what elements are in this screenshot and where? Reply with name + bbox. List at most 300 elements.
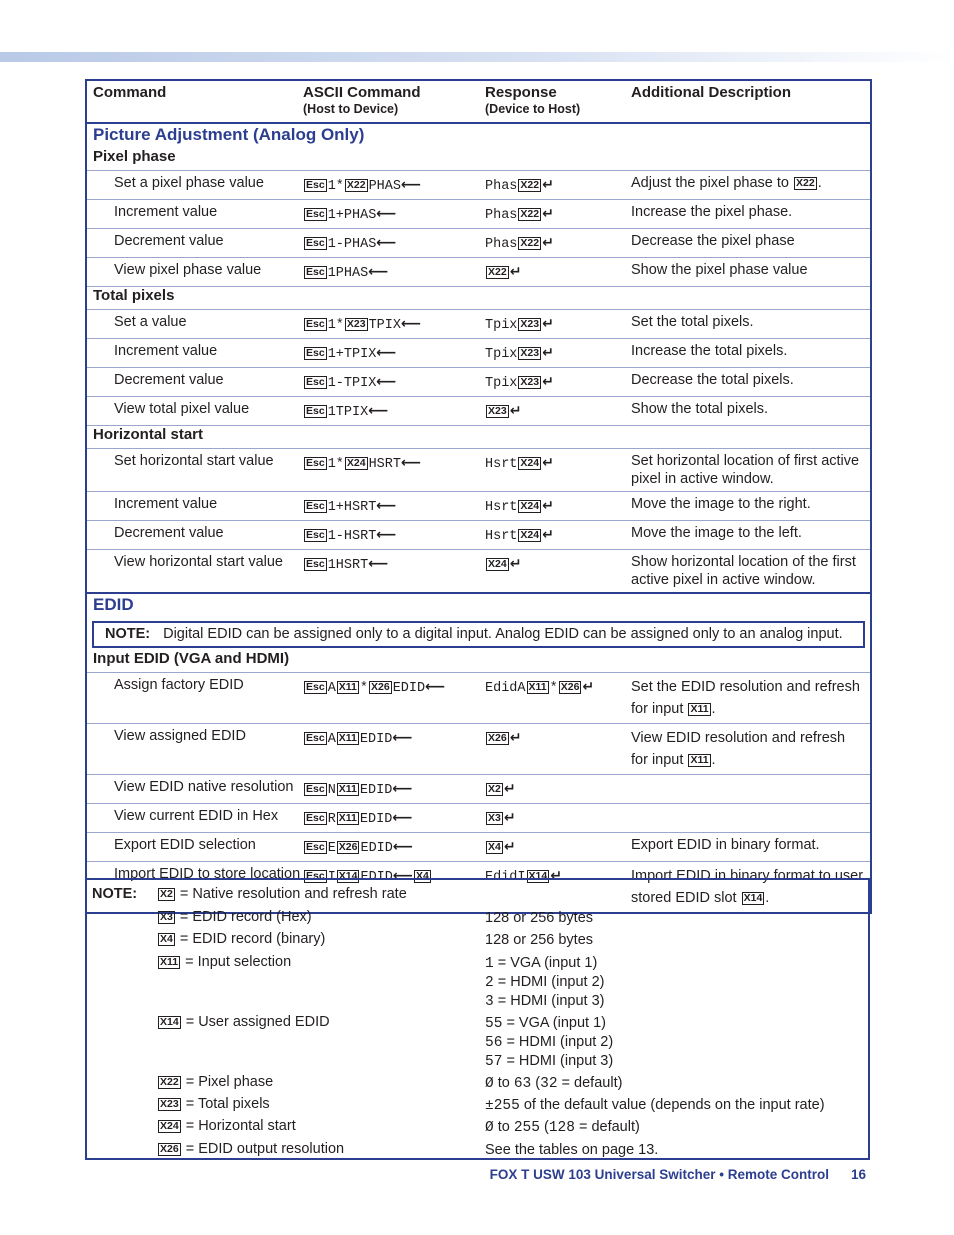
response-token: Tpix: [485, 347, 518, 362]
row-description: Show the pixel phase value: [631, 258, 871, 287]
return-icon: ↵: [542, 235, 554, 251]
ascii-token: 1*: [327, 318, 344, 333]
ascii-token: R: [327, 812, 336, 827]
desc-text: Set the EDID resolution and refresh for input: [631, 679, 860, 717]
left-arrow-icon: ⟵: [376, 374, 397, 390]
legend-num: 128: [548, 1120, 575, 1136]
var-x24: X24: [520, 457, 540, 469]
legend-line: (: [539, 1119, 549, 1135]
ascii-token: EDID: [359, 812, 393, 827]
legend-line: to: [493, 1075, 514, 1091]
left-arrow-icon: ⟵: [368, 264, 389, 280]
row-command: Export EDID selection: [86, 833, 303, 862]
ascii-token: *: [359, 681, 369, 696]
ascii-token: TPIX: [335, 405, 369, 420]
subsection-total-pixels: Total pixels: [86, 287, 871, 310]
esc-key: Esc: [306, 558, 325, 570]
var-x4: X4: [415, 870, 429, 882]
var-x14: X14: [160, 1016, 179, 1028]
var-x24: X24: [488, 558, 507, 570]
table-row: [86, 804, 871, 833]
return-icon: ↵: [503, 810, 516, 826]
response-token: Phas: [485, 208, 518, 223]
response: [485, 550, 631, 594]
left-arrow-icon: ⟵: [392, 730, 413, 746]
row-command: View current EDID in Hex: [86, 804, 303, 833]
legend-x4-value: 128 or 256 bytes: [485, 932, 594, 948]
row-description: Show horizontal location of the first active pixel in active window.: [631, 550, 871, 594]
legend-x26-value: See the tables on page 13.: [485, 1142, 659, 1158]
ascii-token: HSRT: [368, 457, 401, 472]
table-row: [86, 258, 871, 287]
ascii-command: [303, 724, 485, 775]
ascii-token: A: [327, 681, 336, 696]
ascii-token: A: [327, 732, 336, 747]
table-row: [86, 673, 871, 724]
left-arrow-icon: ⟵: [425, 679, 446, 695]
row-command: Set a pixel phase value: [86, 171, 303, 200]
var-x23: X23: [520, 376, 540, 388]
response: [485, 368, 631, 397]
return-icon: ↵: [509, 403, 522, 419]
var-x22: X22: [520, 208, 540, 220]
response-token: Hsrt: [485, 500, 518, 515]
return-icon: ↵: [582, 679, 595, 695]
row-command: Assign factory EDID: [86, 673, 303, 724]
row-command: Set a value: [86, 310, 303, 339]
var-x24: X24: [520, 529, 540, 541]
ascii-token: EDID: [360, 870, 393, 885]
header-ascii-title: ASCII Command: [303, 84, 421, 101]
ascii-command: [303, 397, 485, 426]
var-x22: X22: [520, 179, 540, 191]
ascii-command: [303, 673, 485, 724]
response-token: Tpix: [485, 318, 518, 333]
legend-line: = VGA (input 1): [506, 1015, 606, 1031]
left-arrow-icon: ⟵: [376, 527, 397, 543]
subsection-pixel-phase: Pixel phase: [86, 148, 871, 171]
note-label: NOTE:: [105, 626, 151, 642]
table-row: [86, 339, 871, 368]
ascii-token: 1: [327, 558, 336, 573]
row-command: View pixel phase value: [86, 258, 303, 287]
response-token: EdidI: [485, 870, 526, 885]
ascii-token: TPIX: [368, 318, 401, 333]
response: [485, 804, 631, 833]
ascii-token: 1+: [327, 500, 344, 515]
left-arrow-icon: ⟵: [392, 810, 413, 826]
var-x23: X23: [488, 405, 507, 417]
legend-line: = HDMI (input 2): [506, 1034, 614, 1050]
ascii-token: HSRT: [343, 529, 377, 544]
page-footer: [490, 1167, 866, 1182]
row-command: Decrement value: [86, 229, 303, 258]
var-x11: X11: [338, 732, 357, 744]
ascii-token: 1*: [327, 457, 344, 472]
legend-x23: [157, 1096, 270, 1112]
ascii-command: [303, 492, 485, 521]
legend-line: = VGA (input 1): [497, 955, 598, 971]
desc-text: Import EDID in binary format to user stored EDID slot: [631, 868, 864, 906]
legend-num: ±255: [485, 1098, 520, 1114]
legend-x22-value: [485, 1074, 622, 1093]
return-icon: ↵: [542, 345, 554, 361]
esc-key: Esc: [306, 870, 325, 882]
var-x14: X14: [338, 870, 358, 882]
row-command: View EDID native resolution: [86, 775, 303, 804]
footer-title: FOX T USW 103 Universal Switcher • Remote Control: [489, 1167, 829, 1182]
legend-text: = Native resolution and refresh rate: [179, 886, 407, 902]
table-row: [86, 492, 871, 521]
return-icon: ↵: [550, 868, 562, 884]
esc-key: Esc: [306, 237, 325, 249]
legend-text: = EDID record (Hex): [179, 909, 312, 925]
esc-key: Esc: [306, 266, 325, 278]
legend-line: = HDMI (input 3): [497, 993, 605, 1009]
table-header: [86, 80, 871, 123]
response: [485, 724, 631, 775]
desc-text: Adjust the pixel phase to: [631, 175, 789, 191]
legend-num: 55: [485, 1016, 503, 1032]
var-x22: X22: [346, 179, 366, 191]
left-arrow-icon: ⟵: [376, 235, 397, 251]
row-description: [631, 775, 871, 804]
var-x26: X26: [488, 732, 507, 744]
row-command: Decrement value: [86, 521, 303, 550]
return-icon: ↵: [509, 730, 522, 746]
ascii-command: [303, 775, 485, 804]
var-x22: X22: [520, 237, 540, 249]
esc-key: Esc: [306, 681, 325, 693]
var-x11: X11: [690, 703, 709, 715]
left-arrow-icon: ⟵: [392, 781, 413, 797]
row-description: Show the total pixels.: [631, 397, 871, 426]
left-arrow-icon: ⟵: [368, 556, 389, 572]
row-description: Decrease the pixel phase: [631, 229, 871, 258]
legend-text: = EDID output resolution: [185, 1141, 345, 1157]
var-x11: X11: [338, 812, 357, 824]
row-description: [631, 673, 871, 724]
response: [485, 833, 631, 862]
var-x24: X24: [520, 500, 540, 512]
var-x3: X3: [488, 812, 501, 824]
ascii-token: 1+: [327, 347, 344, 362]
legend-text: = EDID record (binary): [179, 931, 326, 947]
var-x3: X3: [160, 911, 173, 923]
legend-line: (: [531, 1075, 541, 1091]
response-token: EdidA: [485, 681, 526, 696]
ascii-token: 1+: [327, 208, 344, 223]
var-x22: X22: [796, 177, 815, 189]
ascii-token: HSRT: [343, 500, 377, 515]
legend-x11: [157, 954, 291, 970]
legend-x14: [157, 1014, 330, 1030]
response: [485, 258, 631, 287]
header-response-sub: (Device to Host): [485, 102, 581, 116]
response: [485, 397, 631, 426]
esc-key: Esc: [306, 208, 325, 220]
row-command: Increment value: [86, 492, 303, 521]
ascii-token: 1-: [327, 529, 344, 544]
legend-note-label: NOTE:: [92, 886, 138, 902]
ascii-token: EDID: [359, 783, 393, 798]
ascii-command: [303, 339, 485, 368]
row-description: Move the image to the right.: [631, 492, 871, 521]
esc-key: Esc: [306, 318, 325, 330]
header-description: Additional Description: [631, 80, 871, 123]
ascii-token: E: [327, 841, 336, 856]
ascii-command: [303, 310, 485, 339]
ascii-command: [303, 200, 485, 229]
response-token: Phas: [485, 179, 518, 194]
header-response-title: Response: [485, 84, 557, 101]
response: [485, 449, 631, 492]
table-row: [86, 775, 871, 804]
table-row: [86, 397, 871, 426]
left-arrow-icon: ⟵: [376, 498, 397, 514]
table-row: [86, 521, 871, 550]
legend-x3: [157, 909, 312, 925]
row-command: View assigned EDID: [86, 724, 303, 775]
return-icon: ↵: [509, 556, 522, 572]
return-icon: ↵: [509, 264, 522, 280]
legend-line: of the default value (depends on the input rate): [519, 1097, 825, 1113]
ascii-command: [303, 550, 485, 594]
return-icon: ↵: [542, 498, 554, 514]
desc-text: View EDID resolution and refresh for input: [631, 730, 846, 768]
left-arrow-icon: ⟵: [400, 316, 422, 332]
row-description: Set the total pixels.: [631, 310, 871, 339]
row-description: [631, 171, 871, 200]
legend-x11-values: [485, 954, 605, 1011]
legend-x22: [157, 1074, 273, 1090]
section-title-edid: EDID: [86, 593, 871, 618]
return-icon: ↵: [542, 316, 554, 332]
response: [485, 310, 631, 339]
response-token: *: [549, 681, 558, 696]
left-arrow-icon: ⟵: [376, 206, 397, 222]
row-description: [631, 724, 871, 775]
left-arrow-icon: ⟵: [368, 403, 389, 419]
ascii-command: [303, 368, 485, 397]
row-command: View total pixel value: [86, 397, 303, 426]
var-x22: X22: [488, 266, 507, 278]
legend-x23-value: [485, 1096, 825, 1115]
ascii-token: I: [327, 870, 336, 885]
var-x4: X4: [160, 933, 173, 945]
esc-key: Esc: [306, 500, 325, 512]
esc-key: Esc: [306, 732, 325, 744]
legend-num: 56: [485, 1035, 503, 1051]
table-row: [86, 229, 871, 258]
ascii-command: [303, 229, 485, 258]
response: [485, 200, 631, 229]
response: [485, 339, 631, 368]
ascii-command: [303, 521, 485, 550]
esc-key: Esc: [306, 347, 325, 359]
var-x26: X26: [371, 681, 390, 693]
var-x26: X26: [338, 841, 358, 853]
legend-num: 255: [513, 1120, 540, 1136]
legend-text: = Pixel phase: [185, 1074, 274, 1090]
var-x23: X23: [520, 347, 540, 359]
ascii-token: N: [327, 783, 336, 798]
var-x26: X26: [560, 681, 580, 693]
legend-x24: [157, 1118, 296, 1134]
table-row: [86, 171, 871, 200]
left-arrow-icon: ⟵: [400, 177, 422, 193]
esc-key: Esc: [306, 841, 325, 853]
note-text: Digital EDID can be assigned only to a digital input. Analog EDID can be assigned only to an analog input.: [163, 626, 843, 642]
legend-num: 3: [485, 994, 494, 1010]
edid-note-cell: [86, 618, 871, 650]
row-command: Increment value: [86, 200, 303, 229]
var-x2: X2: [160, 888, 173, 900]
command-table: [85, 79, 872, 914]
legend-text: = Horizontal start: [185, 1118, 296, 1134]
var-x11: X11: [338, 783, 357, 795]
section-title-picture: Picture Adjustment (Analog Only): [86, 123, 871, 148]
legend-text: = Input selection: [185, 954, 292, 970]
esc-key: Esc: [306, 376, 325, 388]
ascii-token: 1-: [327, 376, 344, 391]
legend-x26: [157, 1141, 344, 1157]
legend-num: 32: [540, 1076, 558, 1092]
legend-line: to: [493, 1119, 514, 1135]
var-x23: X23: [160, 1098, 179, 1110]
esc-key: Esc: [306, 457, 325, 469]
ascii-command: [303, 804, 485, 833]
subsection-horizontal-start: Horizontal start: [86, 426, 871, 449]
header-ascii-sub: (Host to Device): [303, 102, 399, 116]
left-arrow-icon: ⟵: [392, 868, 413, 884]
table-row: [86, 833, 871, 862]
ascii-token: PHAS: [343, 208, 377, 223]
row-command: View horizontal start value: [86, 550, 303, 594]
response: [485, 492, 631, 521]
var-x24: X24: [346, 457, 366, 469]
ascii-token: 1: [327, 266, 336, 281]
esc-key: Esc: [306, 783, 325, 795]
legend-x3-value: 128 or 256 bytes: [485, 910, 594, 926]
table-row: [86, 724, 871, 775]
row-description: Increase the pixel phase.: [631, 200, 871, 229]
table-row: [86, 310, 871, 339]
esc-key: Esc: [306, 812, 325, 824]
ascii-token: 1*: [327, 179, 344, 194]
left-arrow-icon: ⟵: [400, 455, 422, 471]
row-description: Decrease the total pixels.: [631, 368, 871, 397]
var-x11: X11: [528, 681, 547, 693]
response-token: Tpix: [485, 376, 518, 391]
legend-x14-values: [485, 1014, 613, 1071]
legend-x2: [157, 886, 407, 902]
row-command: Increment value: [86, 339, 303, 368]
legend-num: 1: [485, 956, 494, 972]
var-x26: X26: [160, 1143, 179, 1155]
ascii-token: EDID: [392, 681, 426, 696]
row-description: Increase the total pixels.: [631, 339, 871, 368]
var-x2: X2: [488, 783, 501, 795]
header-response: [485, 80, 631, 123]
row-command: Decrement value: [86, 368, 303, 397]
ascii-token: HSRT: [335, 558, 369, 573]
return-icon: ↵: [542, 177, 554, 193]
row-command: Set horizontal start value: [86, 449, 303, 492]
legend-num: 57: [485, 1054, 503, 1070]
var-x11: X11: [690, 754, 709, 766]
left-arrow-icon: ⟵: [392, 839, 413, 855]
variable-legend: [85, 878, 870, 1160]
var-x14: X14: [743, 892, 763, 904]
subsection-input-edid: Input EDID (VGA and HDMI): [86, 650, 871, 673]
legend-x24-value: [485, 1118, 640, 1137]
table-row: [86, 550, 871, 594]
ascii-token: EDID: [360, 841, 393, 856]
legend-x4: [157, 931, 325, 947]
response: [485, 775, 631, 804]
desc-end: .: [765, 890, 770, 906]
legend-num: Ø: [485, 1120, 494, 1136]
esc-key: Esc: [306, 405, 325, 417]
var-x4: X4: [488, 841, 501, 853]
legend-line: = default): [574, 1119, 640, 1135]
return-icon: ↵: [542, 206, 554, 222]
legend-num: 63: [513, 1076, 532, 1092]
page-number: 16: [850, 1167, 866, 1182]
ascii-token: 1-: [327, 237, 344, 252]
edid-note: [92, 621, 865, 648]
legend-line: = HDMI (input 2): [497, 974, 605, 990]
table-row: [86, 449, 871, 492]
esc-key: Esc: [306, 179, 325, 191]
var-x11: X11: [338, 681, 357, 693]
response: [485, 171, 631, 200]
var-x23: X23: [520, 318, 540, 330]
legend-num: 2: [485, 975, 494, 991]
response: [485, 229, 631, 258]
legend-num: Ø: [485, 1076, 494, 1092]
top-gradient-bar: [0, 52, 954, 62]
row-command: Import EDID to store location: [86, 862, 303, 914]
ascii-command: [303, 833, 485, 862]
response-token: Phas: [485, 237, 518, 252]
legend-text: = Total pixels: [185, 1096, 270, 1112]
response: [485, 521, 631, 550]
row-description: [631, 804, 871, 833]
return-icon: ↵: [542, 527, 554, 543]
table-row: [86, 200, 871, 229]
legend-line: = default): [557, 1075, 623, 1091]
return-icon: ↵: [503, 839, 516, 855]
var-x14: X14: [528, 870, 548, 882]
ascii-command: [303, 258, 485, 287]
table-row: [86, 368, 871, 397]
response-token: Hsrt: [485, 457, 518, 472]
ascii-token: EDID: [359, 732, 393, 747]
row-description: Export EDID in binary format.: [631, 833, 871, 862]
legend-text: = User assigned EDID: [185, 1014, 330, 1030]
response: [485, 673, 631, 724]
var-x24: X24: [160, 1120, 179, 1132]
left-arrow-icon: ⟵: [376, 345, 397, 361]
legend-line: = HDMI (input 3): [506, 1053, 614, 1069]
desc-end: .: [711, 752, 716, 768]
response-token: Hsrt: [485, 529, 518, 544]
var-x22: X22: [160, 1076, 179, 1088]
ascii-command: [303, 449, 485, 492]
return-icon: ↵: [542, 374, 554, 390]
